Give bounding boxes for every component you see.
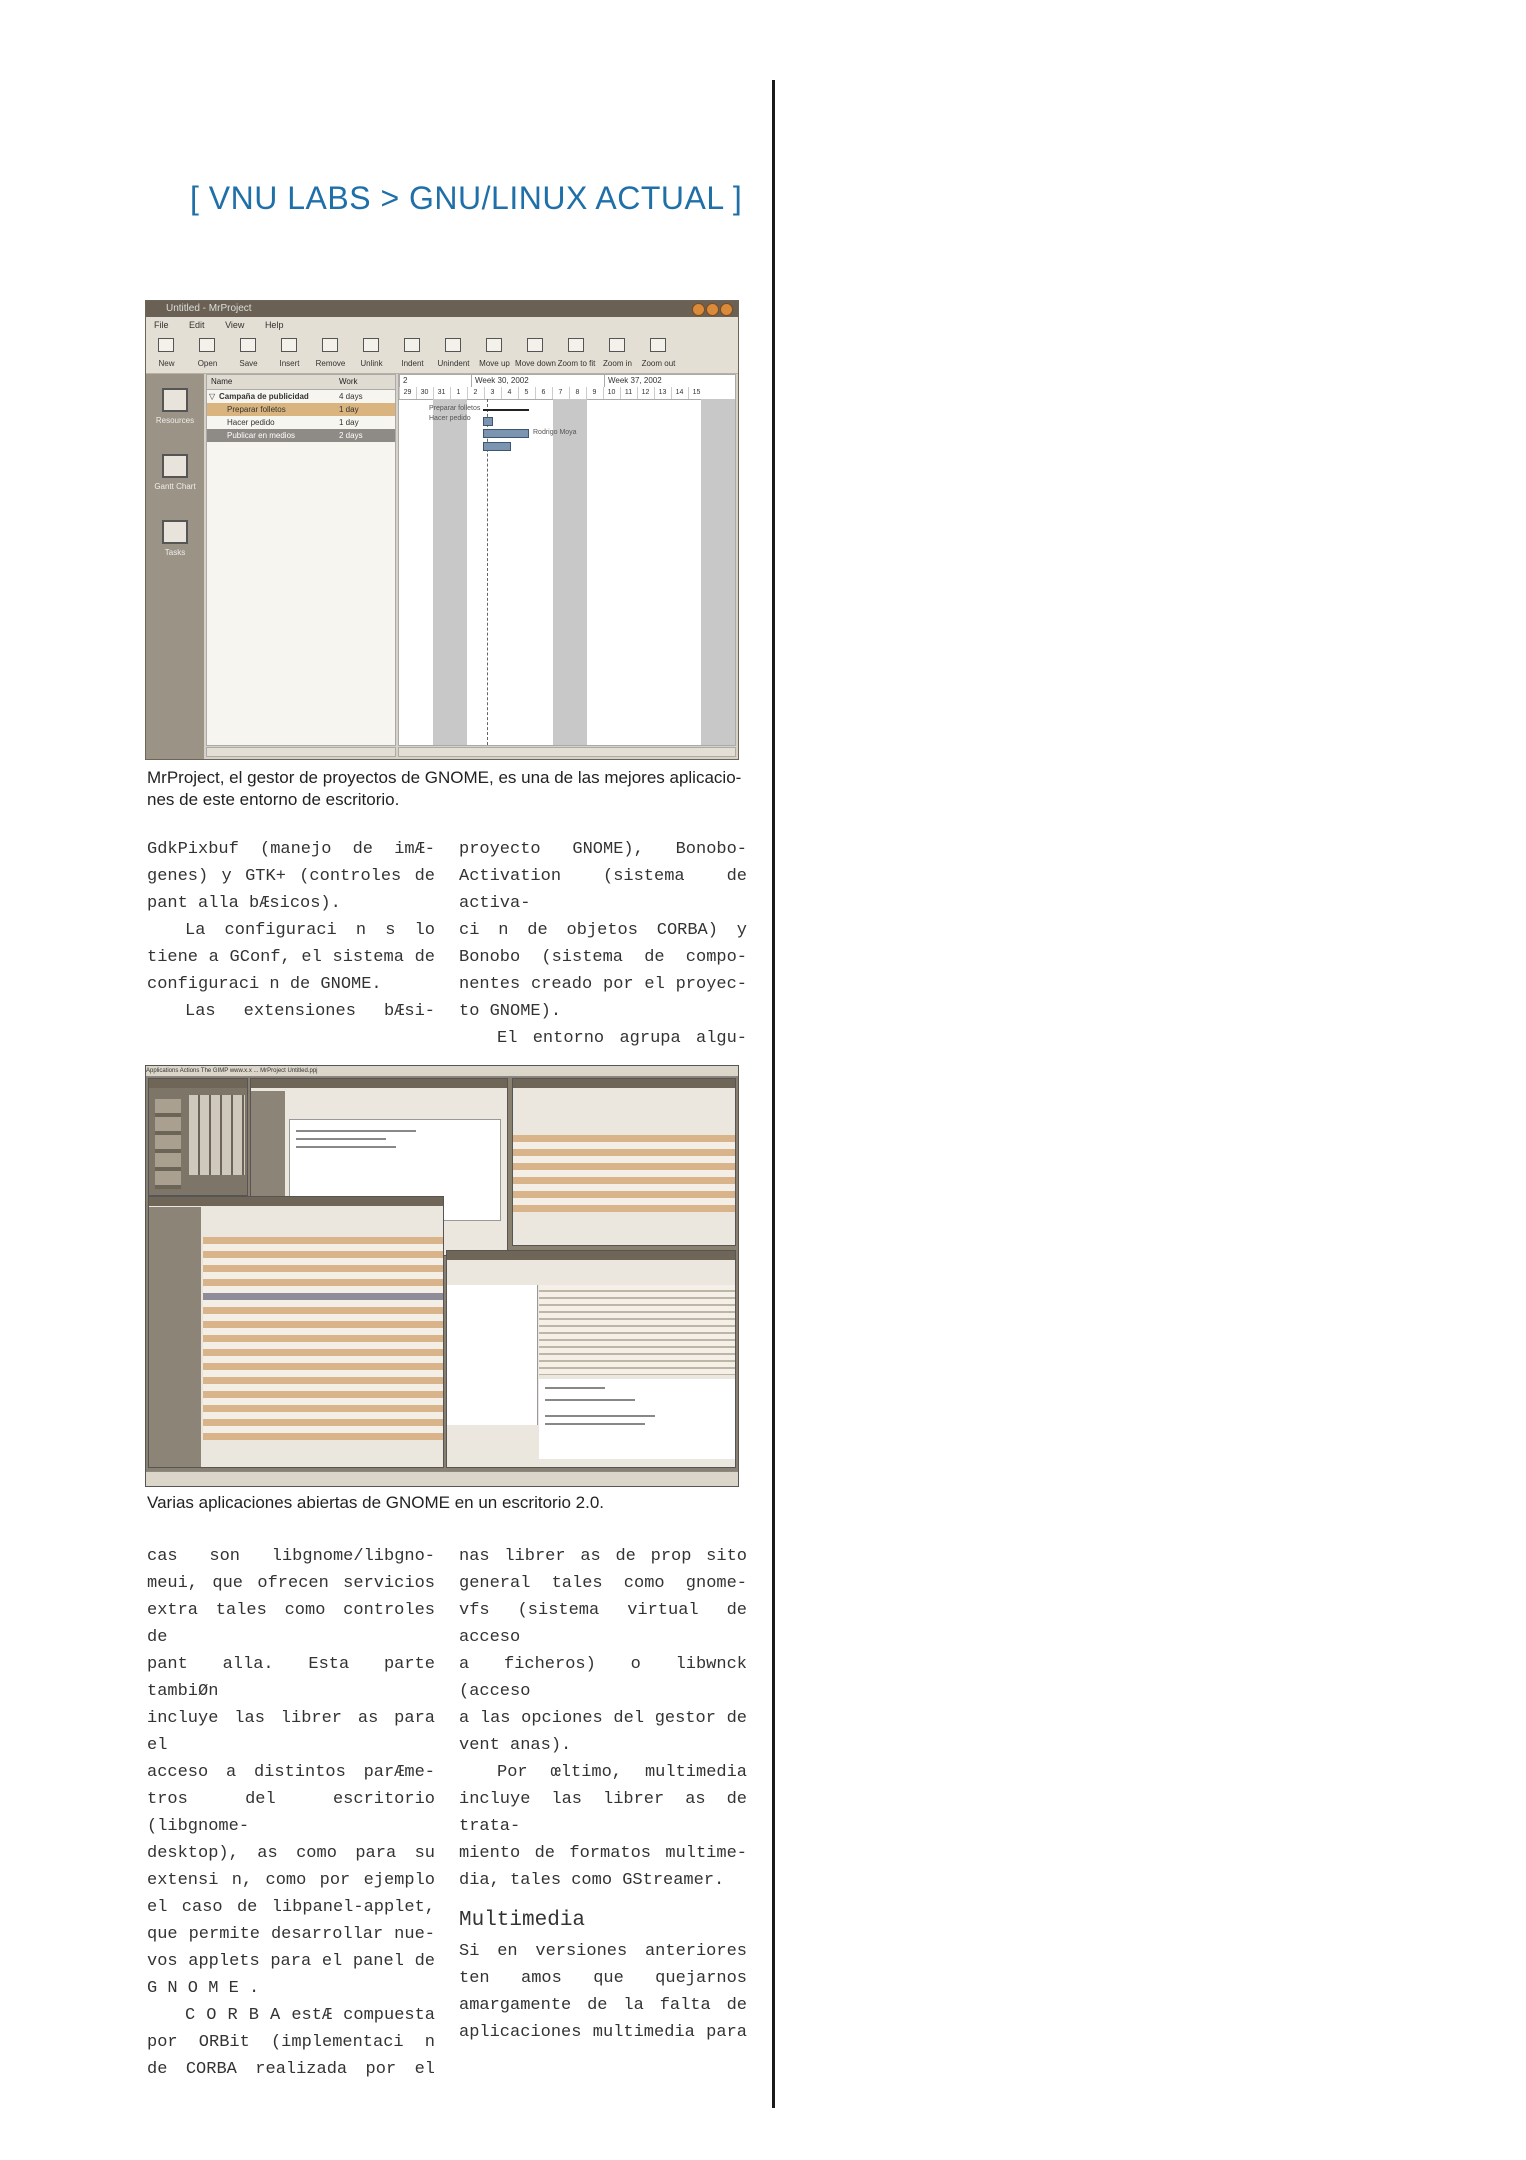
task-row: Preparar folletos 1 day bbox=[207, 403, 395, 416]
save-icon bbox=[240, 338, 256, 352]
toolbar-zoomfit-button: Zoom to fit bbox=[556, 333, 597, 373]
weekend-shade bbox=[701, 399, 735, 745]
figure-caption-2: Varias aplicaciones abiertas de GNOME en un escritorio 2.0. bbox=[147, 1493, 605, 1512]
window-titlebar: Untitled - MrProject bbox=[146, 301, 738, 317]
gantt-icon bbox=[162, 454, 188, 478]
expander-icon: ▽ bbox=[209, 392, 216, 401]
indent-icon bbox=[404, 338, 420, 352]
sidebar-item-resources: Resources bbox=[152, 388, 198, 425]
list-window bbox=[148, 1196, 444, 1468]
figure-caption-1: MrProject, el gestor de proyectos de GNOME, es una de las mejores aplicacio- nes de este entorno de escritorio. bbox=[147, 768, 742, 809]
toolbar-moveup-button: Move up bbox=[474, 333, 515, 373]
gantt-day: 12 bbox=[637, 387, 653, 399]
gantt-day: 13 bbox=[654, 387, 670, 399]
toolbar-indent-button: Indent bbox=[392, 333, 433, 373]
bottom-panel bbox=[146, 1471, 738, 1486]
top-panel: Applications Actions The GIMP www.x.x ... MrProject Untitled.ppj bbox=[146, 1066, 738, 1077]
gantt-task-bar bbox=[483, 442, 511, 451]
gantt-day: 7 bbox=[552, 387, 568, 399]
menubar bbox=[146, 317, 738, 333]
launcher-icons bbox=[155, 1099, 181, 1189]
menu-file: File bbox=[154, 320, 169, 330]
gantt-week-label: Week 37, 2002 bbox=[604, 375, 736, 387]
gantt-chart bbox=[398, 374, 736, 746]
gnome-desktop-screenshot bbox=[145, 1065, 739, 1487]
zoom-fit-icon bbox=[568, 338, 584, 352]
body-column-left-1: GdkPixbuf (manejo de imÆ- genes) y GTK+ (controles de pant alla bÆsicos). La configuraci n s lo tiene a GConf, el sistema de configuraci n de GNOME. Las extensiones bÆsi- bbox=[147, 840, 435, 1021]
gantt-day: 1 bbox=[450, 387, 466, 399]
gantt-day: 29 bbox=[399, 387, 415, 399]
toolbar-insert-button: Insert bbox=[269, 333, 310, 373]
toolbar-save-button: Save bbox=[228, 333, 269, 373]
gantt-day: 11 bbox=[620, 387, 636, 399]
arrow-down-icon bbox=[527, 338, 543, 352]
gantt-scrollbar bbox=[398, 747, 736, 757]
unlink-icon bbox=[363, 338, 379, 352]
toolbar bbox=[146, 333, 738, 374]
mail-window bbox=[446, 1250, 736, 1468]
gantt-week-label: 2 bbox=[399, 375, 473, 387]
toolbar-zoomin-button: Zoom in bbox=[597, 333, 638, 373]
insert-icon bbox=[281, 338, 297, 352]
toolbar-remove-button: Remove bbox=[310, 333, 351, 373]
column-name: Name bbox=[211, 377, 233, 386]
task-tree bbox=[206, 374, 396, 746]
gantt-day: 2 bbox=[467, 387, 483, 399]
gantt-day: 14 bbox=[671, 387, 687, 399]
resources-icon bbox=[162, 388, 188, 412]
tree-scrollbar bbox=[206, 747, 396, 757]
toolbar-unindent-button: Unindent bbox=[433, 333, 474, 373]
tasks-icon bbox=[162, 520, 188, 544]
sidebar-item-tasks: Tasks bbox=[152, 520, 198, 557]
gantt-bar-label: Hacer pedido bbox=[429, 415, 471, 422]
body-column-right-1: proyecto GNOME), Bonobo- Activation (sistema de activa- ci n de objetos CORBA) y Bonobo (sistema de compo- nentes creado por el proyec- to GNOME). El entorno agrupa algu- bbox=[459, 840, 747, 1048]
toolbar-open-button: Open bbox=[187, 333, 228, 373]
gantt-day: 31 bbox=[433, 387, 449, 399]
sidebar-item-gantt: Gantt Chart bbox=[152, 454, 198, 491]
menu-edit: Edit bbox=[189, 320, 205, 330]
weekend-shade bbox=[433, 399, 467, 745]
gantt-day: 6 bbox=[535, 387, 551, 399]
gantt-day: 10 bbox=[603, 387, 619, 399]
close-icon bbox=[720, 303, 733, 316]
gantt-task-bar bbox=[483, 429, 529, 438]
gantt-day: 9 bbox=[586, 387, 602, 399]
remove-icon bbox=[322, 338, 338, 352]
menu-help: Help bbox=[264, 320, 284, 330]
weekend-shade bbox=[553, 399, 587, 745]
toolbar-movedown-button: Move down bbox=[515, 333, 556, 373]
menu-view: View bbox=[225, 320, 245, 330]
view-sidebar bbox=[146, 374, 204, 759]
gantt-summary-bar bbox=[483, 409, 529, 411]
task-row: ▽ Campaña de publicidad 4 days bbox=[209, 392, 363, 401]
task-row: Publicar en medios 2 days bbox=[207, 429, 395, 442]
minimize-icon bbox=[692, 303, 705, 316]
toolbar-unlink-button: Unlink bbox=[351, 333, 392, 373]
gimp-toolbox-window bbox=[148, 1078, 248, 1196]
mrproject-screenshot bbox=[145, 300, 739, 760]
task-row: Hacer pedido 1 day bbox=[227, 418, 359, 427]
toolbar-zoomout-button: Zoom out bbox=[638, 333, 679, 373]
gantt-task-bar bbox=[483, 417, 493, 426]
gantt-day: 5 bbox=[518, 387, 534, 399]
gantt-day: 15 bbox=[688, 387, 704, 399]
gantt-week-label: Week 30, 2002 bbox=[471, 375, 605, 387]
body-column-right-2: nas librer as de prop sito general tales como gnome- vfs (sistema virtual de acceso a ficheros) o libwnck (acceso a las opciones del gestor de vent anas). Por œltimo, multimedia incluye las librer as de trata- miento de formatos multime- dia, tales como GStreamer. Multimedia Si en versiones anteriores ten amos que quejarnos amargamente de la falta de aplicaciones multimedia para bbox=[459, 1547, 747, 2042]
column-work: Work bbox=[339, 377, 358, 386]
toolbar-new-button: New bbox=[146, 333, 187, 373]
gantt-day: 8 bbox=[569, 387, 585, 399]
new-icon bbox=[158, 338, 174, 352]
maximize-icon bbox=[706, 303, 719, 316]
tool-grid bbox=[189, 1095, 245, 1175]
gantt-day: 30 bbox=[416, 387, 432, 399]
gantt-resource-label: Rodrigo Moya bbox=[533, 429, 577, 436]
gantt-day: 4 bbox=[501, 387, 517, 399]
open-icon bbox=[199, 338, 215, 352]
zoom-out-icon bbox=[650, 338, 666, 352]
file-manager-window bbox=[512, 1078, 736, 1246]
zoom-in-icon bbox=[609, 338, 625, 352]
unindent-icon bbox=[445, 338, 461, 352]
section-header: [ VNU LABS > GNU/LINUX ACTUAL ] bbox=[190, 180, 743, 216]
task-tree-header bbox=[207, 375, 395, 390]
column-divider bbox=[772, 80, 775, 2108]
gantt-day: 3 bbox=[484, 387, 500, 399]
gantt-bar-label: Preparar folletos bbox=[429, 405, 481, 412]
arrow-up-icon bbox=[486, 338, 502, 352]
subheading-multimedia: Multimedia bbox=[459, 1909, 586, 1932]
body-column-left-2: cas son libgnome/libgno- meui, que ofrecen servicios extra tales como controles de pant alla. Esta parte tambiØn incluye las librer as para el acceso a distintos parÆme- tros del escritorio (libgnome- desktop), as como para su extensi n, como por ejemplo el caso de libpanel-applet, que permite desarrollar nue- vos applets para el panel de G N O M E . C O R B A estÆ compuesta por ORBit (implementaci n de CORBA realizada por el bbox=[147, 1547, 435, 2079]
